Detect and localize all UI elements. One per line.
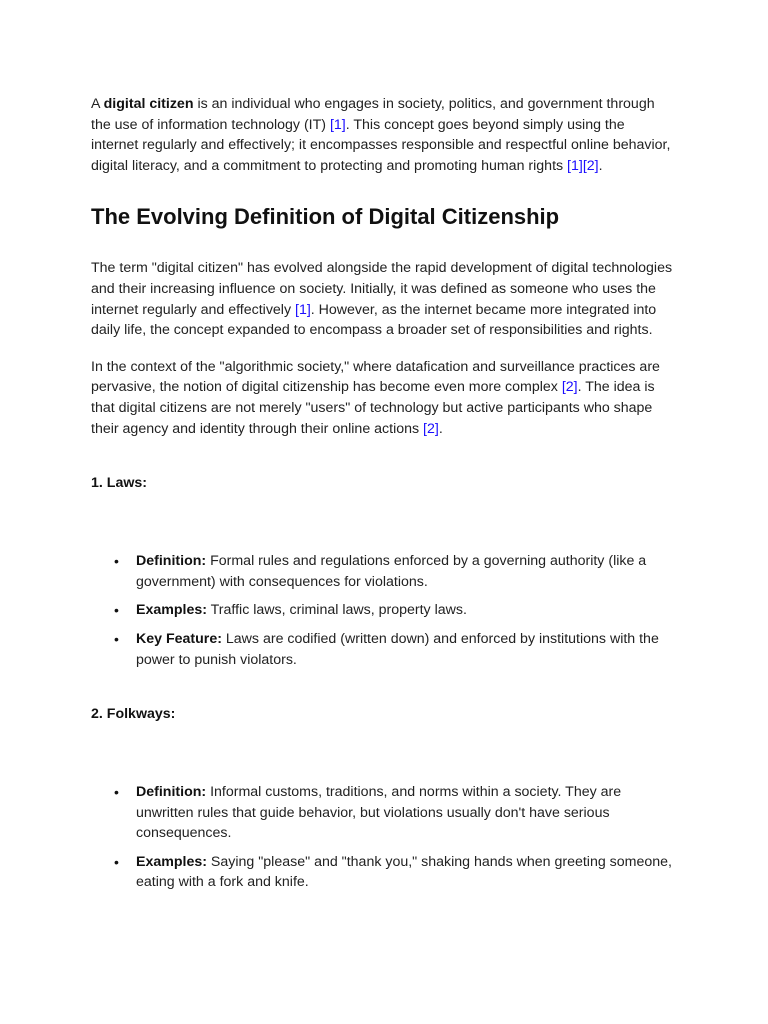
item-text: Saying "please" and "thank you," shaking hands when greeting someone, eating with a fork and knife. xyxy=(136,853,672,891)
list-item xyxy=(114,600,674,621)
folkways-heading: 2. Folkways: xyxy=(91,706,176,723)
citation-link-2[interactable]: [2] xyxy=(561,379,578,396)
item-text: Traffic laws, criminal laws, property laws. xyxy=(206,602,467,619)
section-heading: The Evolving Definition of Digital Citizenship xyxy=(91,204,560,230)
list-item xyxy=(114,629,674,670)
list-item xyxy=(114,852,674,893)
item-label: Definition: xyxy=(136,553,207,570)
evolution-paragraph: The term "digital citizen" has evolved alongside the rapid development of digital technologies and their increasing influence on society. Initially, it was defined as someone who uses the internet regularly and effectively [1]. However, as the internet became more integrated into daily life, the concept expanded to encompass a broader set of responsibilities and rights. xyxy=(91,260,673,339)
citation-link-1[interactable]: [1] xyxy=(329,116,346,133)
bullet-icon: • xyxy=(114,602,119,619)
citation-link-2[interactable]: [2] xyxy=(423,420,439,437)
citation-link-1[interactable]: [1] xyxy=(295,301,311,318)
citation-link-2[interactable]: [2] xyxy=(582,157,599,174)
item-label: Examples: xyxy=(136,602,207,619)
item-label: Definition: xyxy=(136,784,207,801)
item-label: Key Feature: xyxy=(136,630,222,647)
list-item xyxy=(114,551,674,592)
bullet-icon: • xyxy=(114,853,119,870)
list-item xyxy=(114,782,674,844)
folkways-list xyxy=(91,782,674,893)
algorithmic-society-paragraph: In the context of the "algorithmic society," where datafication and surveillance practices are pervasive, the notion of digital citizenship has become even more complex [2]. The idea is that digital citizens are not merely "users" of technology but active participants who shape their agency and identity through their online actions [2]. xyxy=(91,358,660,437)
item-text: Formal rules and regulations enforced by a governing authority (like a government) with consequences for violations. xyxy=(136,553,647,590)
bullet-icon: • xyxy=(114,784,119,801)
bullet-icon: • xyxy=(114,630,119,647)
laws-list xyxy=(91,551,674,670)
bullet-icon: • xyxy=(114,553,119,570)
item-label: Examples: xyxy=(136,853,207,870)
intro-paragraph: A digital citizen is an individual who engages in society, politics, and government through the use of information technology (IT) [1]. This concept goes beyond simply using the internet regularly and effectively; it encompasses responsible and respectful online behavior, digital literacy, and a commitment to protecting and promoting human rights [1][2]. xyxy=(91,96,671,174)
citation-link-1[interactable]: [1] xyxy=(567,157,583,174)
item-text: Informal customs, traditions, and norms within a society. They are unwritten rules that guide behavior, but violations usually don't have serious consequences. xyxy=(136,784,622,842)
item-text: Laws are codified (written down) and enforced by institutions with the power to punish violators. xyxy=(136,630,659,668)
laws-heading: 1. Laws: xyxy=(91,475,147,492)
digital-citizen-term: digital citizen xyxy=(103,96,194,112)
